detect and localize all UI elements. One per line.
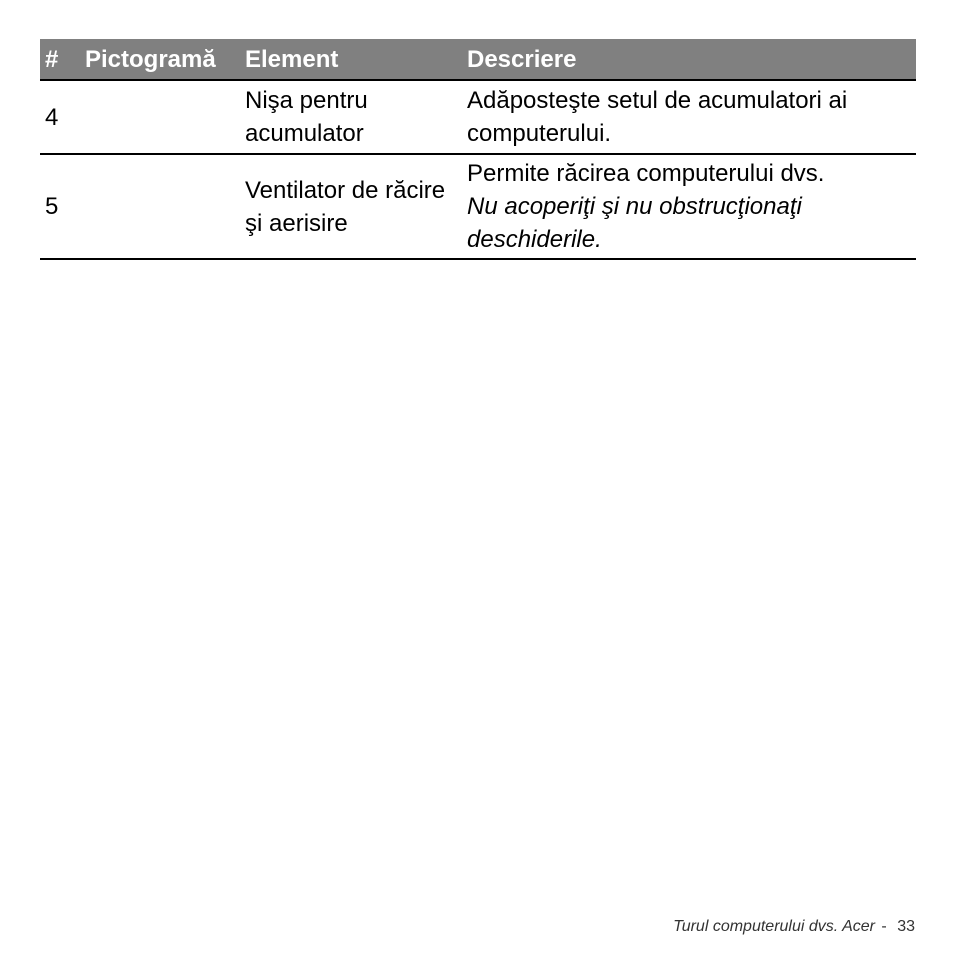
row-icon bbox=[80, 80, 240, 154]
table-row bbox=[40, 154, 916, 259]
header-number: # bbox=[40, 39, 80, 80]
row-description: Adăposteşte setul de acumulatori ai computerului. bbox=[467, 87, 848, 147]
page-number: 33 bbox=[897, 918, 915, 935]
table-header bbox=[40, 39, 916, 80]
header-icon: Pictogramă bbox=[80, 39, 240, 80]
row-element: Ventilator de răcire şi aerisire bbox=[240, 154, 462, 259]
table-row bbox=[40, 80, 916, 154]
row-element: Nişa pentru acumulator bbox=[240, 80, 462, 154]
table-body bbox=[40, 80, 916, 259]
row-number: 5 bbox=[40, 154, 80, 259]
row-warning-note: Nu acoperiţi şi nu obstrucţionaţi deschiderile. bbox=[467, 193, 802, 253]
footer-separator: - bbox=[881, 918, 887, 935]
footer-title: Turul computerului dvs. Acer bbox=[673, 918, 875, 935]
row-description-cell bbox=[462, 80, 916, 154]
components-table bbox=[40, 39, 916, 260]
row-icon bbox=[80, 154, 240, 259]
header-element: Element bbox=[240, 39, 462, 80]
table-header-row bbox=[40, 39, 916, 80]
row-number: 4 bbox=[40, 80, 80, 154]
row-description: Permite răcirea computerului dvs. bbox=[467, 160, 825, 187]
row-description-cell bbox=[462, 154, 916, 259]
header-description: Descriere bbox=[462, 39, 916, 80]
page-footer bbox=[673, 918, 915, 936]
